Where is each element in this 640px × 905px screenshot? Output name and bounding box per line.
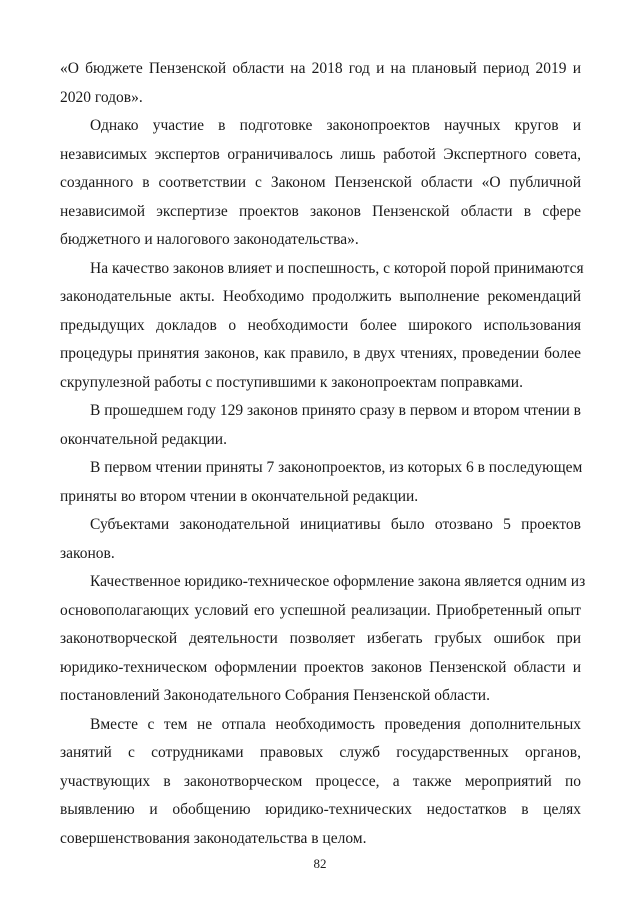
text-line: Однако участие в подготовке законопроектов научных кругов и — [90, 117, 581, 134]
text-line: постановлений Законодательного Собрания Пензенской области. — [60, 687, 490, 704]
text-line: юридико-техническом оформлении проектов законов Пензенской области и — [60, 658, 581, 676]
paragraph — [60, 454, 581, 511]
text-line: основополагающих условий его успешной реализации. Приобретенный опыт — [60, 601, 581, 619]
text-line: совершенствования законодательства в целом. — [60, 829, 367, 847]
text-line: Вместе с тем не отпала необходимость проведения дополнительных — [90, 715, 581, 733]
text-line: законодательные акты. Необходимо продолжить выполнение рекомендаций — [60, 288, 581, 305]
document-page — [60, 55, 586, 853]
text-line: законотворческой деятельности позволяет избегать грубых ошибок при — [60, 630, 581, 647]
text-line: «О бюджете Пензенской области на 2018 год и на плановый период 2019 и — [60, 60, 581, 77]
paragraph — [60, 397, 581, 454]
text-line: предыдущих докладов о необходимости более широкого использования — [60, 316, 581, 334]
page-number: 82 — [313, 856, 327, 871]
paragraph — [60, 255, 584, 398]
text-line: Субъектами законодательной инициативы было отозвано 5 проектов — [90, 516, 581, 533]
text-line: независимой экспертизе проектов законов Пензенской области в сфере — [60, 202, 581, 220]
text-line: независимых экспертов ограничивалось лишь работой Экспертного совета, — [60, 145, 581, 163]
text-line: Качественное юридико-техническое оформление закона является одним из — [90, 573, 586, 590]
text-line: В первом чтении приняты 7 законопроектов, из которых 6 в последующем — [90, 459, 583, 476]
text-line: процедуры принятия законов, как правило, в двух чтениях, проведении более — [60, 345, 581, 362]
text-line: окончательной редакции. — [60, 430, 227, 448]
paragraph — [60, 112, 581, 255]
text-line: приняты во втором чтении в окончательной редакции. — [60, 487, 419, 505]
text-line: созданного в соответствии с Законом Пензенской области «О публичной — [60, 174, 581, 191]
paragraph — [60, 55, 581, 112]
text-line: выявлению и обобщению юридико-технических недостатков в целях — [60, 801, 581, 818]
text-line: занятий с сотрудниками правовых служб государственных органов, — [60, 744, 581, 761]
paragraph — [60, 568, 586, 711]
paragraph — [60, 511, 581, 568]
text-line: 2020 годов». — [60, 88, 143, 106]
text-line: бюджетного и налогового законодательства». — [60, 231, 359, 248]
paragraph — [60, 711, 581, 854]
text-line: участвующих в законотворческом процессе, а также мероприятий по — [60, 772, 581, 790]
text-line: законов. — [60, 544, 115, 562]
text-line: В прошедшем году 129 законов принято сразу в первом и втором чтении в — [90, 402, 581, 419]
text-line: скрупулезной работы с поступившими к законопроектам поправками. — [60, 373, 523, 391]
text-line: На качество законов влияет и поспешность, с которой порой принимаются — [90, 259, 584, 277]
